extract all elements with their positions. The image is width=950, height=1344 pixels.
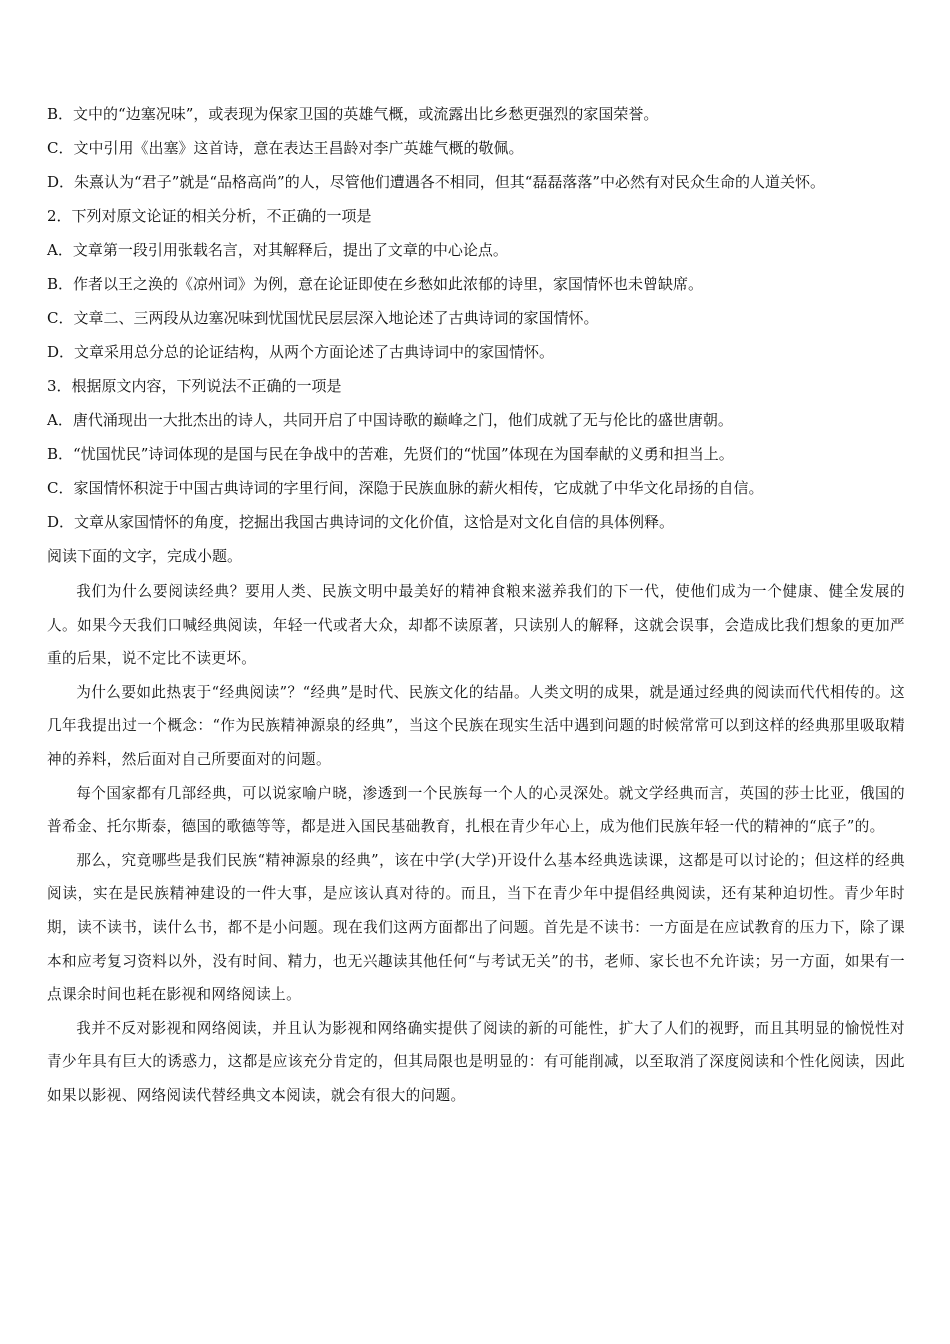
q1-option-d: D．朱熹认为“君子”就是“品格高尚”的人，尽管他们遭遇各不相同，但其“磊磊落落”中必然有对民众生命的人道关怀。	[47, 173, 826, 191]
q1-option-c: C．文中引用《出塞》这首诗，意在表达王昌龄对李广英雄气概的敬佩。	[47, 139, 524, 157]
passage-paragraph: 每个国家都有几部经典，可以说家喻户晓，渗透到一个民族每一个人的心灵深处。就文学经典而言，英国的莎士比亚，俄国的普希金、托尔斯泰，德国的歌德等等，都是进入国民基础教育，扎根在青少年心上，成为他们民族年轻一代的精神的“底子”的。	[47, 784, 905, 836]
passage-paragraph: 我并不反对影视和网络阅读，并且认为影视和网络确实提供了阅读的新的可能性，扩大了人们的视野，而且其明显的愉悦性对青少年具有巨大的诱惑力，这都是应该充分肯定的，但其局限也是明显的：有可能削减，以至取消了深度阅读和个性化阅读，因此如果以影视、网络阅读代替经典文本阅读，就会有很大的问题。	[47, 1019, 905, 1104]
reading-passage	[47, 575, 905, 1113]
q3-stem: 3．根据原文内容，下列说法不正确的一项是	[47, 377, 342, 395]
q2-option-a: A．文章第一段引用张载名言，对其解释后，提出了文章的中心论点。	[47, 241, 508, 259]
passage-paragraph: 我们为什么要阅读经典？要用人类、民族文明中最美好的精神食粮来滋养我们的下一代，使他们成为一个健康、健全发展的人。如果今天我们口喊经典阅读，年轻一代或者大众，却都不读原著，只读别人的解释，这就会误事，会造成比我们想象的更加严重的后果，说不定比不读更坏。	[47, 583, 905, 668]
document-page	[47, 97, 905, 1113]
q3-option-c: C．家国情怀积淀于中国古典诗词的字里行间，深隐于民族血脉的薪火相传，它成就了中华文化昂扬的自信。	[47, 479, 764, 497]
q3-option-a: A．唐代涌现出一大批杰出的诗人，共同开启了中国诗歌的巅峰之门，他们成就了无与伦比的盛世唐朝。	[47, 411, 733, 429]
q2-option-c: C．文章二、三两段从边塞况味到忧国忧民层层深入地论述了古典诗词的家国情怀。	[47, 309, 599, 327]
q2-stem: 2．下列对原文论证的相关分析，不正确的一项是	[47, 207, 372, 225]
q2-option-d: D．文章采用总分总的论证结构，从两个方面论述了古典诗词中的家国情怀。	[47, 343, 555, 361]
passage-paragraph: 那么，究竟哪些是我们民族“精神源泉的经典”，该在中学(大学)开设什么基本经典选读课，这都是可以讨论的；但这样的经典阅读，实在是民族精神建设的一件大事，是应该认真对待的。而且，当下在青少年中提倡经典阅读，还有某种迫切性。青少年时期，读不读书，读什么书，都不是小问题。现在我们这两方面都出了问题。首先是不读书：一方面是在应试教育的压力下，除了课本和应考复习资料以外，没有时间、精力，也无兴趣读其他任何“与考试无关”的书，老师、家长也不允许读；另一方面，如果有一点课余时间也耗在影视和网络阅读上。	[47, 851, 905, 1004]
q1-option-b: B．文中的“边塞况味”，或表现为保家卫国的英雄气概，或流露出比乡愁更强烈的家国荣誉。	[47, 105, 659, 123]
q3-option-b: B．“忧国忧民”诗词体现的是国与民在争战中的苦难，先贤们的“忧国”体现在为国奉献的义勇和担当上。	[47, 445, 734, 463]
reading-instruction: 阅读下面的文字，完成小题。	[47, 547, 243, 565]
q2-option-b: B．作者以王之涣的《凉州词》为例，意在论证即使在乡愁如此浓郁的诗里，家国情怀也未曾缺席。	[47, 275, 704, 293]
q3-option-d: D．文章从家国情怀的角度，挖掘出我国古典诗词的文化价值，这恰是对文化自信的具体例释。	[47, 513, 675, 531]
passage-paragraph: 为什么要如此热衷于“经典阅读”？“经典”是时代、民族文化的结晶。人类文明的成果，就是通过经典的阅读而代代相传的。这几年我提出过一个概念：“作为民族精神源泉的经典”，当这个民族在现实生活中遇到问题的时候常常可以到这样的经典那里吸取精神的养料，然后面对自己所要面对的问题。	[47, 683, 905, 768]
